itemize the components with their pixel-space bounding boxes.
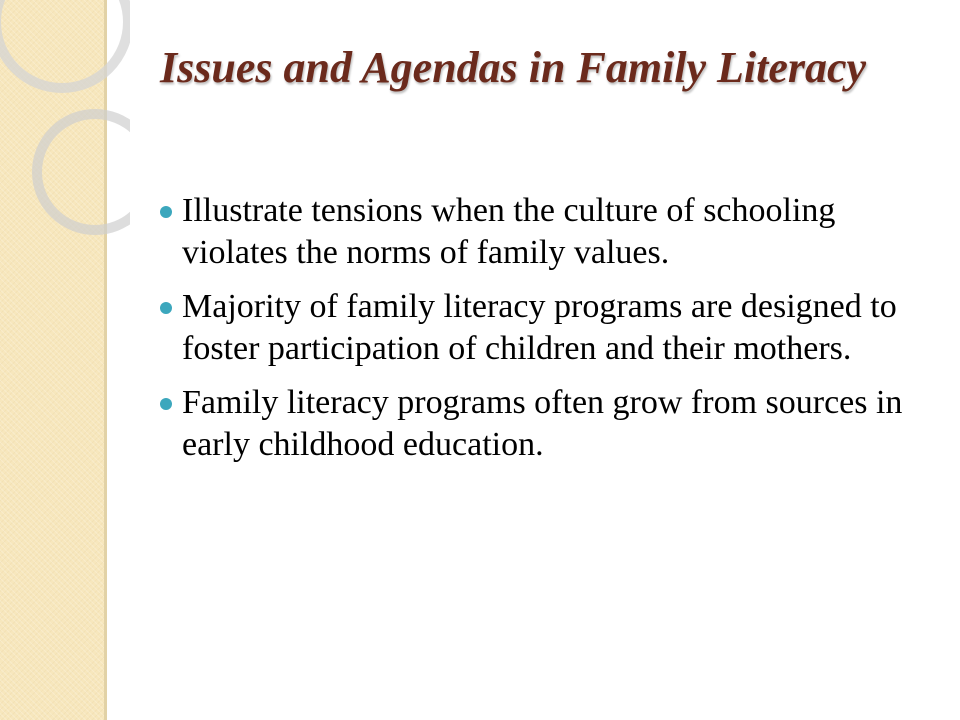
bullet-item (160, 382, 920, 466)
bullet-text: Majority of family literacy programs are designed to foster participation of children and their mothers. (182, 288, 897, 367)
bullet-dot-icon (160, 302, 172, 314)
bullet-dot-icon (160, 398, 172, 410)
slide-title: Issues and Agendas in Family Literacy (160, 43, 867, 92)
decorative-rings (0, 0, 130, 260)
ring-small (37, 114, 130, 230)
bullet-list (160, 190, 920, 478)
ring-large (0, 0, 128, 88)
bullet-item (160, 190, 920, 274)
bullet-item (160, 286, 920, 370)
bullet-text: Illustrate tensions when the culture of schooling violates the norms of family values. (182, 192, 836, 271)
bullet-dot-icon (160, 206, 172, 218)
bullet-text: Family literacy programs often grow from sources in early childhood education. (182, 384, 903, 463)
